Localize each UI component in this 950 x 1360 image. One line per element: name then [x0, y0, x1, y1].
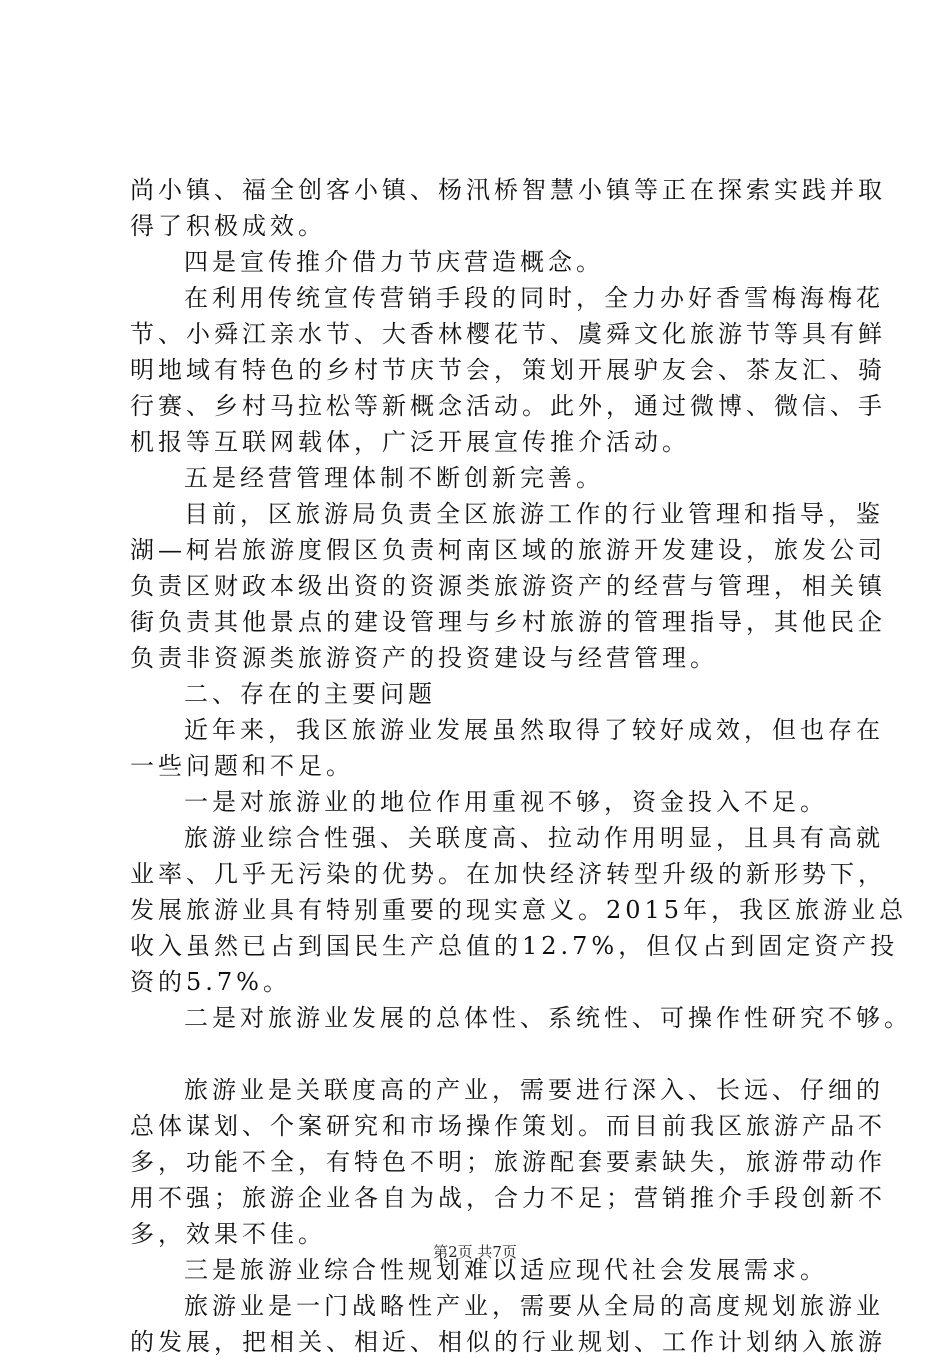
- text-line: 一些问题和不足。: [130, 752, 354, 780]
- text-line: 总体谋划、个案研究和市场操作策划。而目前我区旅游产品不: [130, 1112, 886, 1140]
- text-line: 收入虽然已占到国民生产总值的12.7%，但仅占到固定资产投: [130, 932, 899, 960]
- text-line: 旅游业是关联度高的产业，需要进行深入、长远、仔细的: [184, 1076, 884, 1104]
- text-line: 多，效果不佳。: [130, 1220, 326, 1248]
- document-body: [130, 172, 912, 1360]
- text-line: 负责非资源类旅游资产的投资建设与经营管理。: [130, 644, 718, 672]
- text-line: 街负责其他景点的建设管理与乡村旅游的管理指导，其他民企: [130, 608, 886, 636]
- text-line: 多，功能不全，有特色不明；旅游配套要素缺失，旅游带动作: [130, 1148, 886, 1176]
- text-line: 行赛、乡村马拉松等新概念活动。此外，通过微博、微信、手: [130, 392, 886, 420]
- text-line: 目前，区旅游局负责全区旅游工作的行业管理和指导，鉴: [184, 500, 884, 528]
- text-line: 湖—柯岩旅游度假区负责柯南区域的旅游开发建设，旅发公司: [130, 536, 886, 564]
- text-line: 在利用传统宣传营销手段的同时，全力办好香雪梅海梅花: [184, 284, 884, 312]
- section-heading: 二、存在的主要问题: [184, 680, 436, 708]
- section-heading: 三是旅游业综合性规划难以适应现代社会发展需求。: [184, 1256, 828, 1284]
- text-line: 旅游业综合性强、关联度高、拉动作用明显，且具有高就: [184, 824, 884, 852]
- text-line: 用不强；旅游企业各自为战，合力不足；营销推介手段创新不: [130, 1184, 886, 1212]
- text-line: 负责区财政本级出资的资源类旅游资产的经营与管理，相关镇: [130, 572, 886, 600]
- text-line: 明地域有特色的乡村节庆节会，策划开展驴友会、茶友汇、骑: [130, 356, 886, 384]
- text-line: 资的5.7%。: [130, 968, 291, 996]
- text-line: 尚小镇、福全创客小镇、杨汛桥智慧小镇等正在探索实践并取: [130, 176, 886, 204]
- text-line: 的发展，把相关、相近、相似的行业规划、工作计划纳入旅游: [130, 1328, 886, 1356]
- section-heading: 五是经营管理体制不断创新完善。: [184, 464, 604, 492]
- section-heading: 二是对旅游业发展的总体性、系统性、可操作性研究不够。: [184, 1004, 912, 1032]
- text-line: 业率、几乎无污染的优势。在加快经济转型升级的新形势下，: [130, 860, 886, 888]
- blank-line: [130, 1036, 830, 1072]
- text-line: 发展旅游业具有特别重要的现实意义。2015年，我区旅游业总: [130, 896, 908, 924]
- text-line: 节、小舜江亲水节、大香林樱花节、虞舜文化旅游节等具有鲜: [130, 320, 886, 348]
- text-line: 机报等互联网载体，广泛开展宣传推介活动。: [130, 428, 690, 456]
- text-line: 得了积极成效。: [130, 212, 326, 240]
- text-line: 旅游业是一门战略性产业，需要从全局的高度规划旅游业: [184, 1292, 884, 1320]
- text-line: 近年来，我区旅游业发展虽然取得了较好成效，但也存在: [184, 716, 884, 744]
- page-number: 第2页 共7页: [433, 1243, 517, 1261]
- section-heading: 四是宣传推介借力节庆营造概念。: [184, 248, 604, 276]
- section-heading: 一是对旅游业的地位作用重视不够，资金投入不足。: [184, 788, 828, 816]
